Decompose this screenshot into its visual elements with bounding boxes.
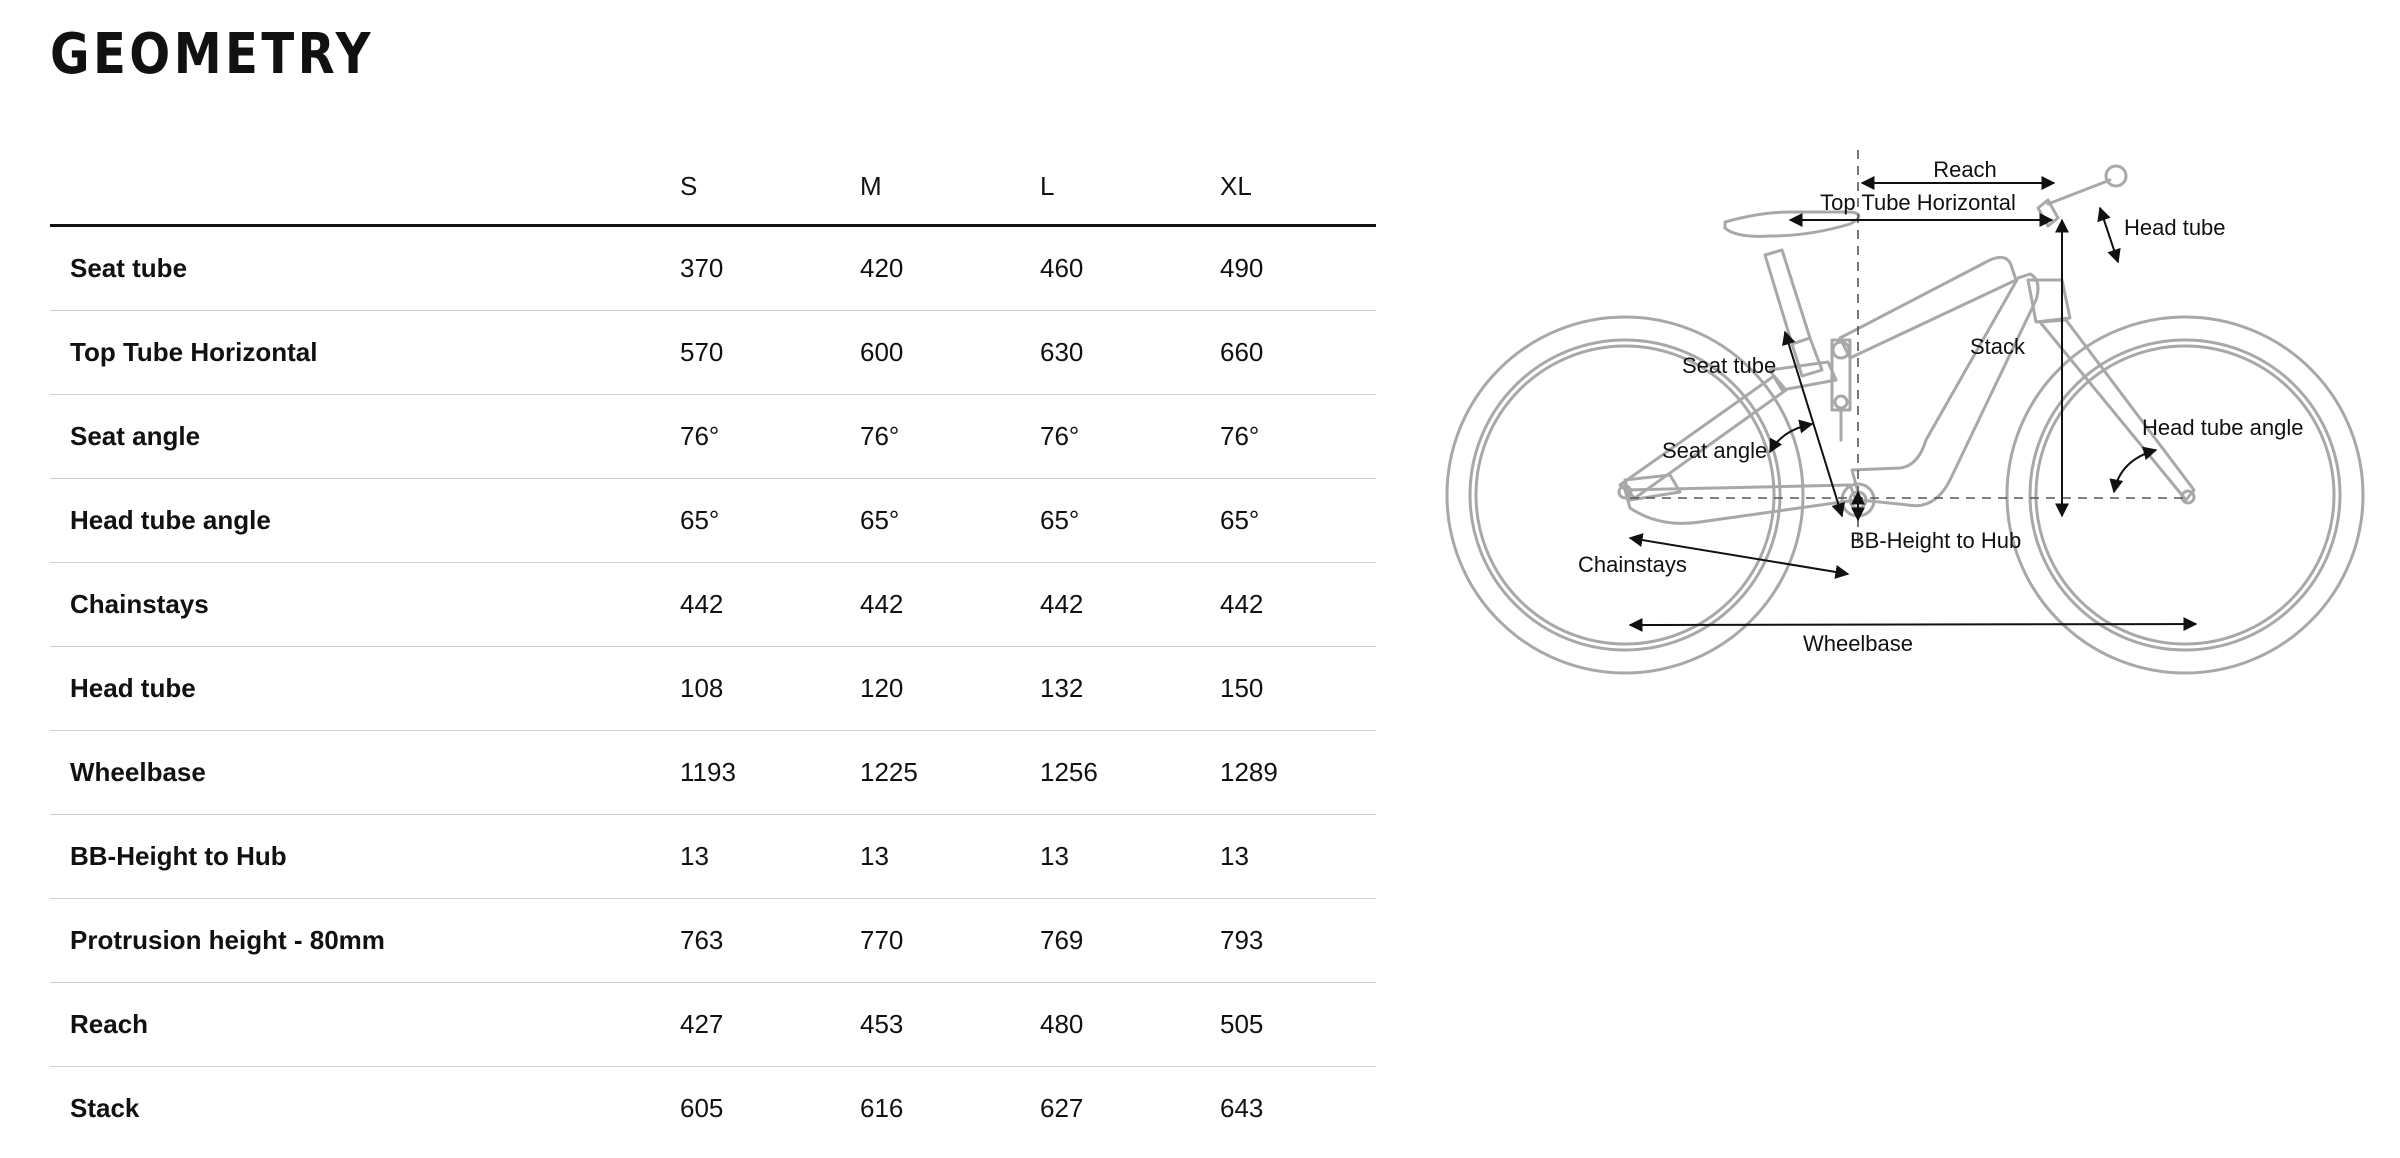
cell-value: 13 xyxy=(1220,815,1376,899)
cell-value: 427 xyxy=(680,983,860,1067)
cell-value: 420 xyxy=(860,226,1040,311)
cell-value: 605 xyxy=(680,1093,724,1123)
table-row xyxy=(50,815,1376,899)
cell-value: 570 xyxy=(680,311,860,395)
front-wheel xyxy=(2007,317,2363,673)
cell-value: 65° xyxy=(680,479,860,563)
head-tube-angle-label: Head tube angle xyxy=(2142,415,2304,440)
cell-value: 76° xyxy=(1220,395,1376,479)
table-row xyxy=(50,479,1376,563)
cell-value: 65° xyxy=(1040,479,1220,563)
cell-value: 505 xyxy=(1220,983,1376,1067)
table-row xyxy=(50,226,1376,311)
cell-value: 132 xyxy=(1040,647,1220,731)
cell-value: 627 xyxy=(1040,1093,1084,1123)
cell-value: 460 xyxy=(1040,226,1220,311)
reach-label: Reach xyxy=(1933,157,1997,182)
row-label: Protrusion height - 80mm xyxy=(50,899,680,983)
cell-value: 616 xyxy=(860,1093,904,1123)
cell-value: 370 xyxy=(680,226,860,311)
wheelbase-label: Wheelbase xyxy=(1802,631,1914,656)
cell-value: 643 xyxy=(1220,1093,1264,1123)
row-label: Wheelbase xyxy=(50,731,680,815)
cell-value: 1256 xyxy=(1040,731,1220,815)
cell-value: 442 xyxy=(680,563,860,647)
column-header-s: S xyxy=(680,148,860,226)
table-row xyxy=(50,311,1376,395)
cell-value: 442 xyxy=(860,563,1040,647)
cell-value: 442 xyxy=(1040,563,1220,647)
bb-height-label: BB-Height to Hub xyxy=(1850,528,2022,553)
row-label: Stack xyxy=(70,1093,140,1123)
row-label: Chainstays xyxy=(50,563,680,647)
cell-value: 770 xyxy=(860,899,1040,983)
seat-tube-label: Seat tube xyxy=(1682,353,1777,378)
cell-value: 76° xyxy=(680,395,860,479)
cell-value: 65° xyxy=(1220,479,1376,563)
row-label: Reach xyxy=(50,983,680,1067)
table-row xyxy=(50,899,1376,983)
table-row xyxy=(50,395,1376,479)
row-label: Head tube angle xyxy=(50,479,680,563)
table-row xyxy=(50,563,1376,647)
stack-label: Stack xyxy=(1970,334,2026,359)
geometry-table xyxy=(50,148,1376,1150)
cell-value: 660 xyxy=(1220,311,1376,395)
table-row xyxy=(50,647,1376,731)
cell-value: 630 xyxy=(1040,311,1220,395)
cell-value: 442 xyxy=(1220,563,1376,647)
cell-value: 13 xyxy=(860,815,1040,899)
top-tube-label: Top Tube Horizontal xyxy=(1820,190,2016,215)
table-row xyxy=(50,1067,1376,1151)
cell-value: 108 xyxy=(680,647,860,731)
bike-geometry-diagram xyxy=(1430,140,2380,700)
column-header-m: M xyxy=(860,148,1040,226)
seat-angle-label: Seat angle xyxy=(1662,438,1768,463)
table-row xyxy=(50,731,1376,815)
table-row xyxy=(50,983,1376,1067)
wheelbase-arrow xyxy=(1630,624,2196,625)
cell-value: 76° xyxy=(860,395,1040,479)
cell-value: 1225 xyxy=(860,731,1040,815)
page-title: GEOMETRY xyxy=(50,22,374,87)
cell-value: 769 xyxy=(1040,899,1220,983)
row-label: Seat tube xyxy=(50,226,680,311)
table-header-row xyxy=(50,148,1376,226)
cell-value: 453 xyxy=(860,983,1040,1067)
cell-value: 13 xyxy=(1040,815,1220,899)
row-label: Head tube xyxy=(50,647,680,731)
cell-value: 600 xyxy=(860,311,1040,395)
cell-value: 150 xyxy=(1220,647,1376,731)
cell-value: 1193 xyxy=(680,731,860,815)
cell-value: 490 xyxy=(1220,226,1376,311)
row-label: BB-Height to Hub xyxy=(50,815,680,899)
row-label: Top Tube Horizontal xyxy=(50,311,680,395)
column-header-xl: XL xyxy=(1220,148,1376,226)
column-header-l: L xyxy=(1040,148,1220,226)
cell-value: 65° xyxy=(860,479,1040,563)
header-label-cell xyxy=(50,148,680,226)
cell-value: 793 xyxy=(1220,899,1376,983)
cell-value: 1289 xyxy=(1220,731,1376,815)
chainstays-label: Chainstays xyxy=(1578,552,1687,577)
cell-value: 763 xyxy=(680,899,860,983)
cell-value: 76° xyxy=(1040,395,1220,479)
row-label: Seat angle xyxy=(50,395,680,479)
cell-value: 480 xyxy=(1040,983,1220,1067)
cell-value: 13 xyxy=(680,815,860,899)
head-tube-arrow xyxy=(2100,208,2118,262)
cell-value: 120 xyxy=(860,647,1040,731)
head-tube-label: Head tube xyxy=(2124,215,2226,240)
